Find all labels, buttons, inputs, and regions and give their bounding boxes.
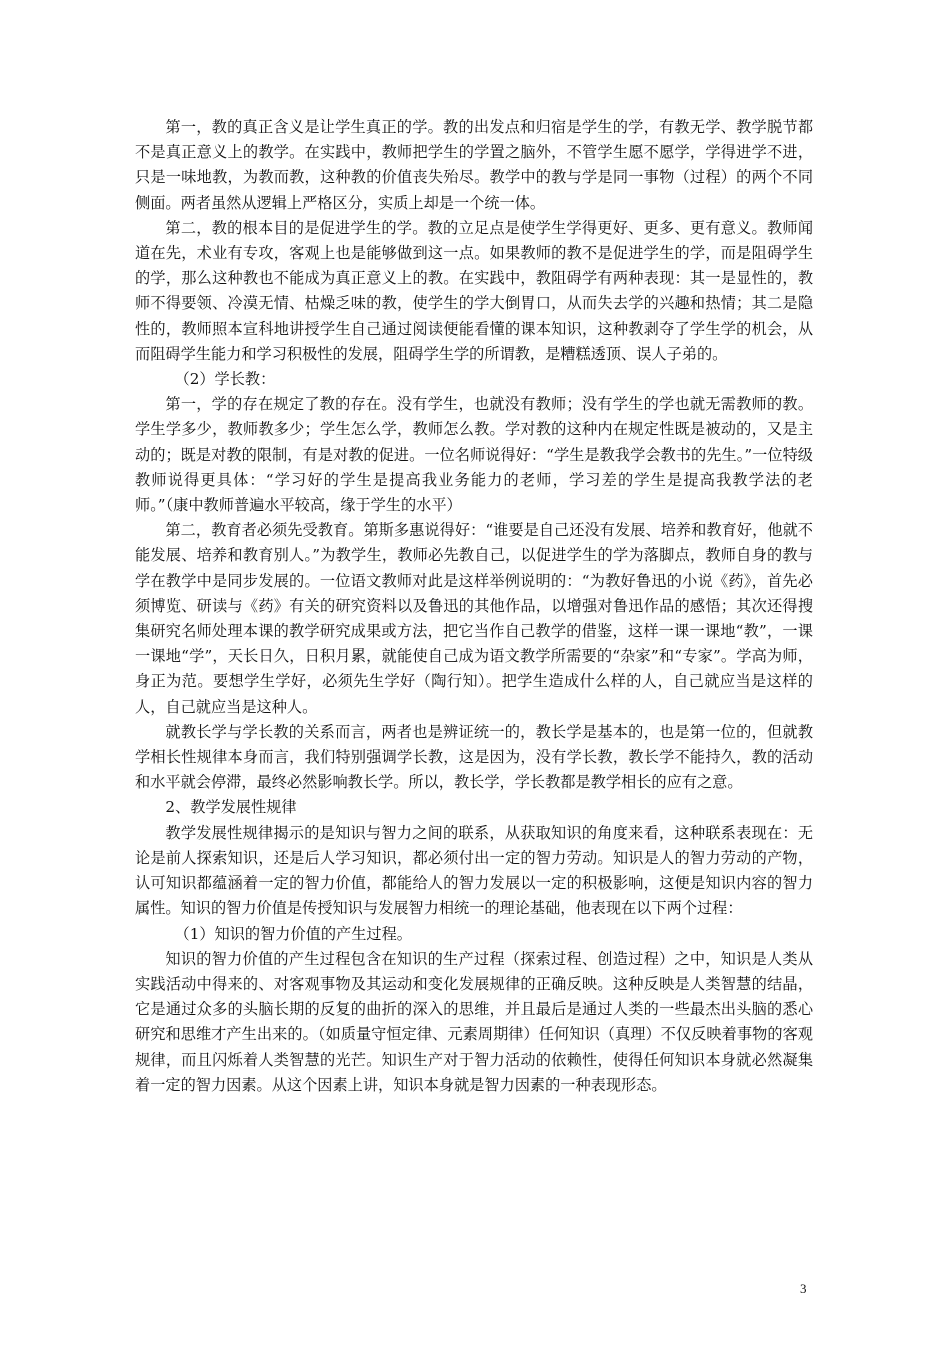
paragraph-teaching-meaning: 第一，教的真正含义是让学生真正的学。教的出发点和归宿是学生的学，有教无学、教学脱节都不是真正意义上的教学。在实践中，教师把学生的学置之脑外，不管学生愿不愿学，学得进学不进，只是一味地教，为教而教，这种教的价值丧失殆尽。教学中的教与学是同一事物（过程）的两个不同侧面。两者虽然从逻辑上严格区分，实质上却是一个统一体。	[135, 118, 813, 212]
paragraph-educator-first-educated: 第二，教育者必须先受教育。第斯多惠说得好：“谁要是自己还没有发展、培养和教育好，他就不能发展、培养和教育别人。”为教学生，教师必先教自己，以促进学生的学为落脚点，教师自身的教与学在教学中是同步发展的。一位语文教师对此是这样举例说明的：“为教好鲁迅的小说《药》，首先必须博览、研读与《药》有关的研究资料以及鲁迅的其他作品，以增强对鲁迅作品的感悟；其次还得搜集研究名师处理本课的教学研究成果或方法，把它当作自己教学的借鉴，这样一课一课地“教”，一课一课地“学”，天长日久，日积月累，就能使自己成为语文教学所需要的“杂家”和“专家”。学高为师，身正为范。要想学生学好，必须先生学好（陶行知）。把学生造成什么样的人，自己就应当是这样的人，自己就应当是这种人。	[135, 521, 813, 716]
paragraph-knowledge-and-intelligence: 教学发展性规律揭示的是知识与智力之间的联系，从获取知识的角度来看，这种联系表现在：无论是前人探索知识，还是后人学习知识，都必须付出一定的智力劳动。知识是人的智力劳动的产物，认可知识都蕴涵着一定的智力价值，都能给人的智力发展以一定的积极影响，这便是知识内容的智力属性。知识的智力价值是传授知识与发展智力相统一的理论基础，他表现在以下两个过程：	[135, 823, 813, 918]
paragraph-teaching-purpose: 第二，教的根本目的是促进学生的学。教的立足点是使学生学得更好、更多、更有意义。教师闻道在先，术业有专攻，客观上也是能够做到这一点。如果教师的教不是促进学生的学，而是阻碍学生的学，那么这种教也不能成为真正意义上的教。在实践中，教阻碍学有两种表现：其一是显性的，教师不得要领、冷漠无情、枯燥乏味的教，使学生的学大倒胃口，从而失去学的兴趣和热情；其二是隐性的，教师照本宣科地讲授学生自己通过阅读便能看懂的课本知识，这种教剥夺了学生学的机会，从而阻碍学生能力和学习积极性的发展，阻碍学生学的所谓教，是糟糕透顶、误人子弟的。	[135, 218, 813, 363]
paragraph-knowledge-production: 知识的智力价值的产生过程包含在知识的生产过程（探索过程、创造过程）之中，知识是人类从实践活动中得来的、对客观事物及其运动和变化发展规律的正确反映。这种反映是人类智慧的结晶，它是通过众多的头脑长期的反复的曲折的深入的思维，并且最后是通过人类的一些最杰出头脑的悉心研究和思维才产生出来的。（如质量守恒定律、元素周期律）任何知识（真理）不仅反映着事物的客观规律，而且闪烁着人类智慧的光芒。知识生产对于智力活动的依赖性，使得任何知识本身就必然凝集着一定的智力因素。从这个因素上讲，知识本身就是智力因素的一种表现形态。	[135, 949, 813, 1094]
paragraph-learning-defines-teaching: 第一，学的存在规定了教的存在。没有学生，也就没有教师；没有学生的学也就无需教师的教。学生学多少，教师教多少；学生怎么学，教师怎么教。学对教的这种内在规定性既是被动的，又是主动的；既是对教的限制，有是对教的促进。一位名师说得好：“学生是教我学会教书的先生。”一位特级教师说得更具体：“学习好的学生是提高我业务能力的老师，学习差的学生是提高我教学法的老师。”（康中教师普遍水平较高，缘于学生的水平）	[135, 395, 813, 515]
subheading-intellectual-value-origin: （1）知识的智力价值的产生过程。	[174, 924, 412, 943]
paragraph-dialectical-relation: 就教长学与学长教的关系而言，两者也是辨证统一的，教长学是基本的，也是第一位的，但就教学相长性规律本身而言，我们特别强调学长教，这是因为，没有学长教，教长学不能持久，教的活动和水平就会停滞，最终必然影响教长学。所以，教长学，学长教都是教学相长的应有之意。	[135, 722, 813, 792]
page-number: 3	[800, 1281, 807, 1296]
subheading-learning-promotes-teaching: （2）学长教：	[174, 370, 276, 389]
section-heading-developmental-law: 2、教学发展性规律	[165, 798, 297, 817]
body-text	[135, 115, 813, 1098]
